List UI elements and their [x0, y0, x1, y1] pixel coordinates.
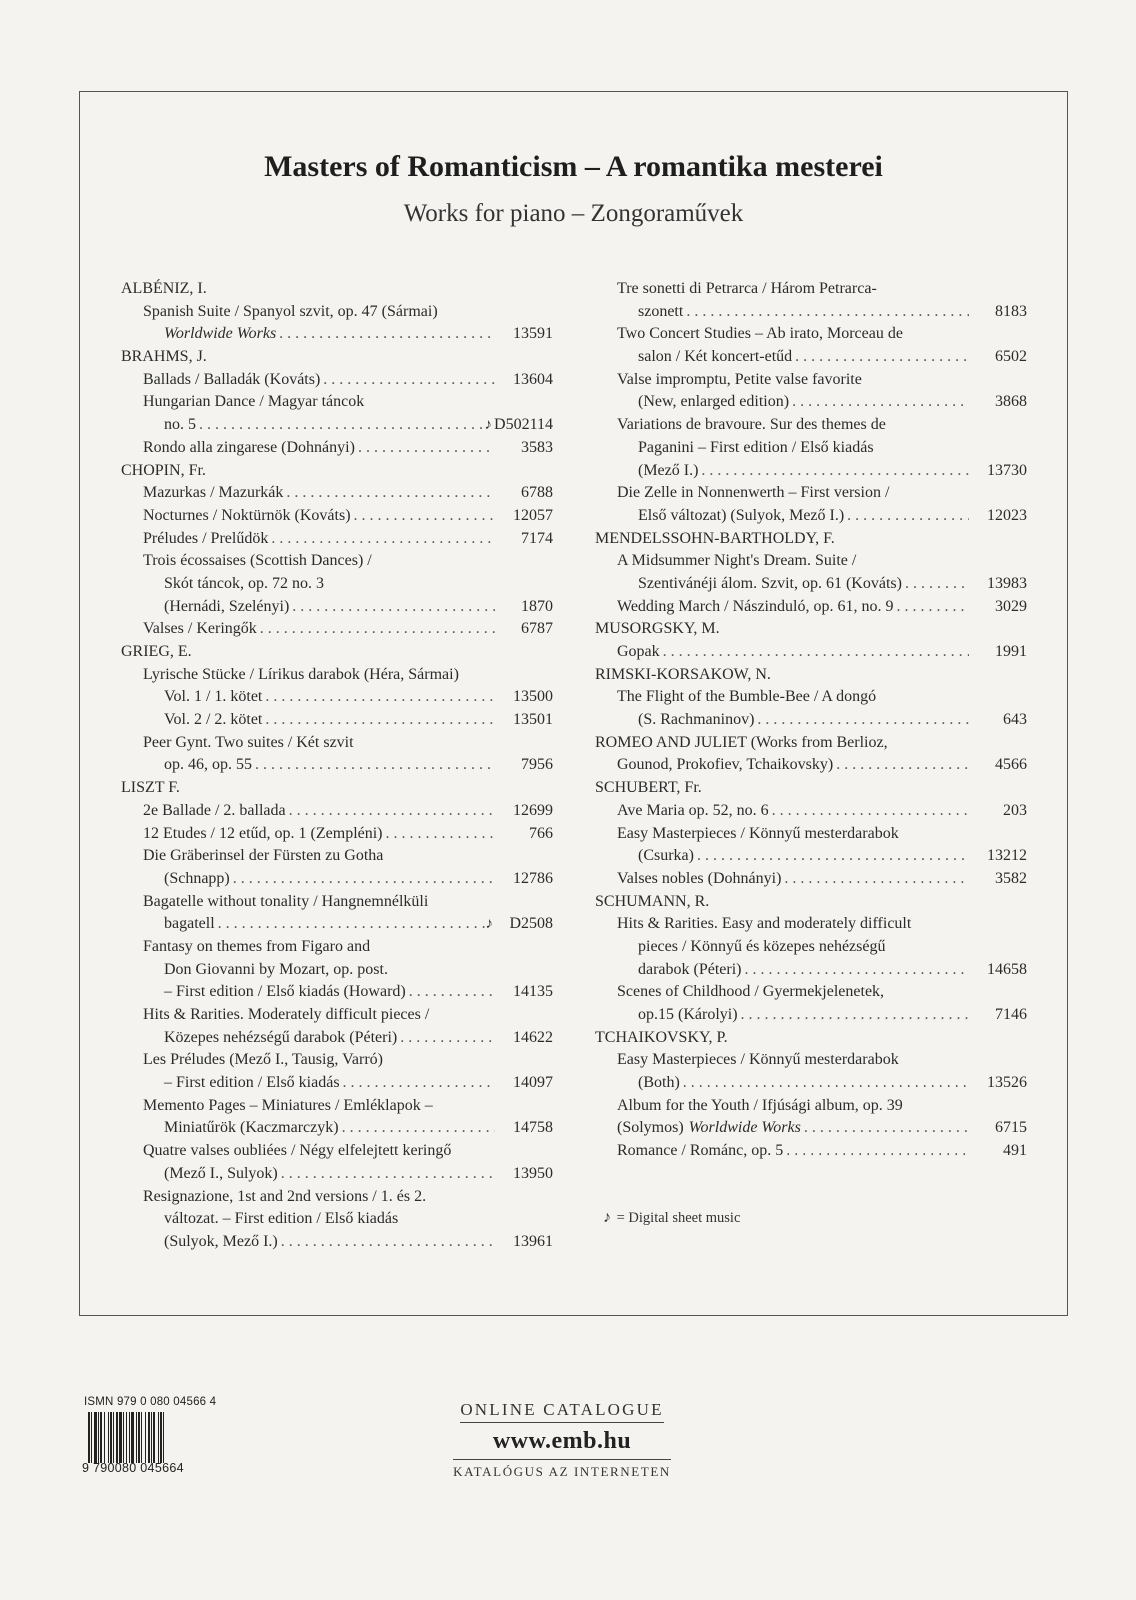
entry-title: SCHUBERT, Fr. — [595, 779, 702, 797]
catalogue-entry — [595, 369, 1027, 392]
entry-title: – First edition / Első kiadás — [164, 1074, 340, 1092]
catalogue-entry — [121, 913, 553, 936]
entry-title: Hits & Rarities. Easy and moderately difficult — [617, 915, 912, 933]
leader-dots — [351, 505, 495, 528]
composer-heading — [595, 891, 1027, 914]
catalogue-entry — [121, 936, 553, 959]
entry-title: Mazurkas / Mazurkák — [143, 484, 284, 502]
catalogue-entry — [595, 1140, 1027, 1163]
catalogue-number: 8183 — [995, 302, 1027, 320]
catalogue-number: 13212 — [987, 847, 1027, 865]
catalogue-entry — [595, 936, 1027, 959]
catalogue-entry — [595, 959, 1027, 982]
catalogue-number: 12023 — [987, 506, 1027, 524]
catalogue-number: 1991 — [995, 643, 1027, 660]
catalogue-entry — [595, 460, 1027, 483]
entry-title: Szentivánéji álom. Szvit, op. 61 (Kováts) — [638, 574, 902, 592]
entry-title: LISZT F. — [121, 779, 180, 797]
digital-music-icon: ♪ — [485, 916, 493, 933]
leader-dots — [397, 1027, 495, 1050]
entry-title: (Schnapp) — [164, 869, 230, 887]
catalogue-entry — [121, 754, 553, 777]
catalogue-entry — [595, 800, 1027, 823]
leader-dots — [215, 913, 486, 936]
catalogue-number: 13500 — [513, 688, 553, 706]
legend-text: = Digital sheet music — [613, 1210, 741, 1226]
entry-title: Memento Pages – Miniatures / Emléklapok – — [143, 1096, 433, 1114]
entry-title: MUSORGSKY, M. — [595, 620, 720, 638]
catalogue-entry — [595, 981, 1027, 1004]
catalogue-entry — [595, 641, 1027, 664]
catalogue-number: 6788 — [521, 484, 553, 502]
entry-title: (Sulyok, Mező I.) — [164, 1232, 278, 1250]
entry-title: Hits & Rarities. Moderately difficult pieces / — [143, 1006, 430, 1023]
catalogue-entry — [595, 1004, 1027, 1027]
entry-title: op.15 (Károlyi) — [638, 1006, 738, 1023]
catalogue-entry — [595, 754, 1027, 777]
barcode-bar — [164, 1412, 166, 1463]
leader-dots — [262, 686, 495, 709]
leader-dots — [320, 369, 495, 392]
entry-title: bagatell — [164, 915, 215, 933]
composer-heading — [121, 346, 553, 369]
leader-dots — [742, 959, 969, 982]
catalogue-entry — [595, 913, 1027, 936]
digital-music-icon: ♪ — [603, 1209, 611, 1226]
catalogue-entry — [121, 528, 553, 551]
entry-title: Don Giovanni by Mozart, op. post. — [164, 960, 388, 978]
entry-title: 12 Etudes / 12 etűd, op. 1 (Zempléni) — [143, 824, 383, 842]
leader-dots — [789, 391, 969, 414]
catalogue-number: 14758 — [513, 1119, 553, 1137]
entry-title: Gopak — [617, 643, 660, 660]
catalogue-entry — [121, 1117, 553, 1140]
entry-title: Easy Masterpieces / Könnyű mesterdarabok — [617, 1051, 899, 1069]
leader-dots — [340, 1072, 495, 1095]
catalogue-entry — [595, 868, 1027, 891]
entry-title: BRAHMS, J. — [121, 348, 207, 366]
entry-title: – First edition / Első kiadás (Howard) — [164, 983, 406, 1001]
catalogue-entry — [595, 391, 1027, 414]
composer-heading — [595, 732, 1027, 755]
entry-title: Miniatűrök (Kaczmarczyk) — [164, 1119, 339, 1137]
leader-dots — [893, 596, 969, 619]
composer-heading — [595, 664, 1027, 687]
catalogue-entry — [595, 323, 1027, 346]
catalogue-number: 12699 — [513, 801, 553, 819]
composer-heading — [595, 618, 1027, 641]
catalogue-entry — [121, 959, 553, 982]
entry-title: SCHUMANN, R. — [595, 892, 710, 910]
digital-legend — [603, 1209, 740, 1227]
entry-title: Trois écossaises (Scottish Dances) / — [143, 552, 372, 570]
catalogue-number: 14658 — [987, 960, 1027, 978]
catalogue-entry — [595, 686, 1027, 709]
catalogue-number: 13604 — [513, 370, 553, 388]
online-catalogue — [442, 1400, 682, 1481]
entry-title: Valses / Keringők — [143, 620, 257, 638]
entry-title: MENDELSSOHN-BARTHOLDY, F. — [595, 529, 835, 547]
catalogue-entry — [595, 596, 1027, 619]
page-subtitle: Works for piano – Zongoraművek — [403, 200, 744, 227]
leader-dots — [801, 1117, 969, 1140]
catalogue-number: 3582 — [995, 869, 1027, 887]
entry-title: (Mező I., Sulyok) — [164, 1164, 278, 1182]
leader-dots — [289, 596, 495, 619]
catalogue-number: 13950 — [513, 1164, 553, 1182]
catalogue-entry — [595, 1072, 1027, 1095]
catalogue-entry — [121, 732, 553, 755]
leader-dots — [406, 981, 495, 1004]
entry-title: Vol. 1 / 1. kötet — [164, 688, 263, 706]
catalogue-number: 14622 — [513, 1028, 553, 1046]
catalogue-entry — [121, 505, 553, 528]
catalogue-number: 13730 — [987, 461, 1027, 479]
entry-title: Valse impromptu, Petite valse favorite — [617, 370, 862, 388]
catalogue-entry — [595, 1095, 1027, 1118]
catalogue-number: 14135 — [513, 983, 553, 1001]
catalogue-entry — [121, 686, 553, 709]
entry-title: Album for the Youth / Ifjúsági album, op. 39 — [617, 1096, 903, 1114]
leader-dots — [339, 1117, 495, 1140]
entry-title: változat. – First edition / Első kiadás — [164, 1210, 399, 1228]
catalogue-number: 7174 — [521, 529, 553, 547]
catalogue-number: 3029 — [995, 597, 1027, 615]
leader-dots — [680, 1072, 969, 1095]
catalogue-entry — [121, 573, 553, 596]
leader-dots — [902, 573, 969, 596]
leader-dots — [262, 709, 495, 732]
composer-heading — [121, 777, 553, 800]
catalogue-entry — [595, 845, 1027, 868]
composer-heading — [121, 278, 553, 301]
leader-dots — [683, 301, 969, 324]
catalogue-entry — [121, 845, 553, 868]
leader-dots — [286, 800, 495, 823]
catalogue-number: 12786 — [513, 869, 553, 887]
entry-title: ROMEO AND JULIET (Works from Berlioz, — [595, 733, 888, 751]
leader-dots — [754, 709, 969, 732]
catalogue-entry — [595, 573, 1027, 596]
catalogue-entry — [121, 1140, 553, 1163]
entry-title: TCHAIKOVSKY, P. — [595, 1028, 728, 1046]
entry-title: Variations de bravoure. Sur des themes de — [617, 416, 886, 434]
catalogue-number: 14097 — [513, 1074, 553, 1092]
catalogue-entry — [121, 437, 553, 460]
entry-title: (Solymos) — [617, 1119, 684, 1137]
catalogue-number: 1870 — [521, 597, 553, 615]
catalogue-number: 7146 — [995, 1006, 1027, 1023]
entry-title: Two Concert Studies – Ab irato, Morceau de — [617, 325, 903, 343]
catalogue-number: 13983 — [987, 574, 1027, 592]
catalogue-entry — [121, 550, 553, 573]
catalogue-number: 12057 — [513, 506, 553, 524]
entry-title: The Flight of the Bumble-Bee / A dongó — [617, 688, 877, 706]
catalogue-number: D2508 — [509, 915, 553, 933]
entry-title: Spanish Suite / Spanyol szvit, op. 47 (Sármai) — [143, 302, 438, 320]
catalogue-number: D502114 — [494, 416, 553, 434]
entry-title: 2e Ballade / 2. ballada — [143, 801, 286, 819]
entry-title: Fantasy on themes from Figaro and — [143, 937, 371, 955]
catalogue-entry — [595, 1049, 1027, 1072]
catalogue-entry — [121, 868, 553, 891]
entry-title: Valses nobles (Dohnányi) — [617, 869, 782, 887]
leader-dots — [257, 618, 495, 641]
entry-title: Die Zelle in Nonnenwerth – First version / — [617, 484, 890, 502]
catalogue-entry — [121, 1072, 553, 1095]
entry-title: Die Gräberinsel der Fürsten zu Gotha — [143, 847, 384, 865]
catalogue-entry — [121, 596, 553, 619]
entry-title: Les Préludes (Mező I., Tausig, Varró) — [143, 1051, 384, 1069]
catalogue-entry — [595, 346, 1027, 369]
catalogue-entry — [595, 414, 1027, 437]
catalogue-number: 4566 — [995, 756, 1027, 774]
catalogue-entry — [121, 301, 553, 324]
leader-dots — [833, 754, 969, 777]
entry-title: Resignazione, 1st and 2nd versions / 1. és 2. — [143, 1187, 427, 1205]
barcode — [88, 1412, 230, 1463]
catalogue-entry — [595, 1117, 1027, 1140]
catalogue-column-left — [121, 278, 553, 1254]
entry-title: (New, enlarged edition) — [638, 393, 790, 411]
catalogue-number: 6502 — [995, 348, 1027, 366]
entry-title: Lyrische Stücke / Lírikus darabok (Héra, Sármai) — [143, 665, 459, 683]
leader-dots — [781, 868, 969, 891]
leader-dots — [230, 868, 495, 891]
entry-title: Skót táncok, op. 72 no. 3 — [164, 574, 324, 592]
entry-title: GRIEG, E. — [121, 643, 192, 660]
catalogue-entry — [121, 664, 553, 687]
leader-dots — [252, 754, 495, 777]
entry-title: Bagatelle without tonality / Hangnemnélküli — [143, 892, 429, 910]
entry-title: Rondo alla zingarese (Dohnányi) — [143, 438, 355, 456]
catalogue-number: 203 — [1003, 801, 1027, 819]
catalogue-number: 13501 — [513, 711, 553, 729]
entry-title: no. 5 — [164, 416, 196, 434]
catalogue-entry — [595, 823, 1027, 846]
leader-dots — [783, 1140, 969, 1163]
catalogue-entry — [121, 618, 553, 641]
page-title: Masters of Romanticism – A romantika mesterei — [264, 150, 883, 183]
entry-title: Közepes nehézségű darabok (Péteri) — [164, 1028, 398, 1046]
leader-dots — [283, 482, 495, 505]
catalogue-heading: ONLINE CATALOGUE — [460, 1400, 663, 1423]
entry-title: (Both) — [638, 1074, 680, 1092]
leader-dots — [276, 323, 495, 346]
entry-title: Wedding March / Nászinduló, op. 61, no. 9 — [617, 597, 894, 615]
leader-dots — [278, 1163, 495, 1186]
catalogue-number: 6715 — [995, 1119, 1027, 1137]
leader-dots — [355, 437, 495, 460]
entry-title: Vol. 2 / 2. kötet — [164, 711, 263, 729]
entry-title: Ave Maria op. 52, no. 6 — [617, 801, 769, 819]
catalogue-number: 6787 — [521, 620, 553, 638]
leader-dots — [792, 346, 969, 369]
catalogue-number: 7956 — [521, 756, 553, 774]
entry-title: A Midsummer Night's Dream. Suite / — [617, 552, 857, 570]
composer-heading — [595, 1027, 1027, 1050]
entry-title: Gounod, Prokofiev, Tchaikovsky) — [617, 756, 834, 774]
catalogue-url-link[interactable]: www.emb.hu — [492, 1428, 632, 1454]
catalogue-entry — [121, 1163, 553, 1186]
entry-title: Nocturnes / Noktürnök (Kováts) — [143, 506, 351, 524]
catalogue-column-right — [595, 278, 1027, 1163]
entry-series: Worldwide Works — [688, 1119, 801, 1137]
catalogue-entry — [121, 414, 553, 437]
barcode-digits: 9 790080 045664 — [82, 1461, 184, 1475]
leader-dots — [738, 1004, 969, 1027]
catalogue-subheading: KATALÓGUS AZ INTERNETEN — [453, 1459, 671, 1480]
entry-title: Préludes / Prelűdök — [143, 529, 269, 547]
catalogue-entry — [121, 981, 553, 1004]
catalogue-entry — [121, 800, 553, 823]
leader-dots — [660, 641, 969, 664]
entry-title: (S. Rachmaninov) — [638, 711, 755, 729]
catalogue-entry — [121, 482, 553, 505]
entry-title: salon / Két koncert-etűd — [638, 348, 793, 366]
entry-title: Worldwide Works — [164, 325, 277, 343]
entry-title: pieces / Könnyű és közepes nehézségű — [638, 937, 886, 955]
leader-dots — [844, 505, 969, 528]
catalogue-number: 3868 — [995, 393, 1027, 411]
entry-title: Paganini – First edition / Első kiadás — [638, 438, 874, 456]
catalogue-number: 13526 — [987, 1074, 1027, 1092]
composer-heading — [121, 460, 553, 483]
catalogue-entry — [595, 278, 1027, 301]
catalogue-entry — [121, 1049, 553, 1072]
entry-title: szonett — [638, 302, 684, 320]
entry-title: ALBÉNIZ, I. — [121, 280, 207, 297]
composer-heading — [121, 641, 553, 664]
catalogue-entry — [121, 823, 553, 846]
composer-heading — [595, 528, 1027, 551]
digital-music-icon: ♪ — [484, 417, 493, 434]
catalogue-entry — [121, 1027, 553, 1050]
entry-title: (Csurka) — [638, 847, 694, 865]
catalogue-entry — [121, 323, 553, 346]
catalogue-entry — [595, 505, 1027, 528]
catalogue-entry — [121, 1004, 553, 1027]
entry-title: CHOPIN, Fr. — [121, 461, 206, 479]
leader-dots — [694, 845, 969, 868]
leader-dots — [383, 823, 495, 846]
entry-title: Tre sonetti di Petrarca / Három Petrarca- — [617, 280, 877, 297]
catalogue-entry — [121, 1095, 553, 1118]
catalogue-number: 13591 — [513, 325, 553, 343]
catalogue-entry — [595, 437, 1027, 460]
catalogue-entry — [595, 709, 1027, 732]
catalogue-entry — [121, 1208, 553, 1231]
catalogue-entry — [121, 369, 553, 392]
entry-title: Romance / Románc, op. 5 — [617, 1142, 784, 1160]
catalogue-number: 3583 — [521, 438, 553, 456]
entry-title: Scenes of Childhood / Gyermekjelenetek, — [617, 983, 885, 1001]
entry-title: Hungarian Dance / Magyar táncok — [143, 393, 365, 411]
ismn-label: ISMN 979 0 080 04566 4 — [84, 1396, 217, 1408]
entry-title: Easy Masterpieces / Könnyű mesterdarabok — [617, 824, 899, 842]
leader-dots — [196, 414, 485, 437]
catalogue-entry — [121, 709, 553, 732]
catalogue-entry — [121, 1231, 553, 1254]
entry-title: Első változat) (Sulyok, Mező I.) — [638, 506, 845, 524]
leader-dots — [769, 800, 969, 823]
entry-title: darabok (Péteri) — [638, 960, 742, 978]
catalogue-entry — [121, 391, 553, 414]
catalogue-number: 643 — [1003, 711, 1027, 729]
leader-dots — [698, 460, 969, 483]
composer-heading — [595, 777, 1027, 800]
catalogue-entry — [595, 301, 1027, 324]
leader-dots — [268, 528, 495, 551]
catalogue-number: 491 — [1003, 1142, 1027, 1160]
entry-title: Peer Gynt. Two suites / Két szvit — [143, 733, 354, 751]
catalogue-number: 13961 — [513, 1232, 553, 1250]
catalogue-entry — [121, 891, 553, 914]
catalogue-entry — [595, 482, 1027, 505]
catalogue-entry — [121, 1186, 553, 1209]
entry-title: (Hernádi, Szelényi) — [164, 597, 290, 615]
entry-title: RIMSKI-KORSAKOW, N. — [595, 665, 771, 683]
entry-title: Ballads / Balladák (Kováts) — [143, 370, 321, 388]
catalogue-entry — [595, 550, 1027, 573]
entry-title: op. 46, op. 55 — [164, 756, 252, 774]
catalogue-number: 766 — [529, 824, 553, 842]
leader-dots — [278, 1231, 495, 1254]
entry-title: (Mező I.) — [638, 461, 699, 479]
entry-title: Quatre valses oubliées / Négy elfelejtett keringő — [143, 1142, 452, 1160]
